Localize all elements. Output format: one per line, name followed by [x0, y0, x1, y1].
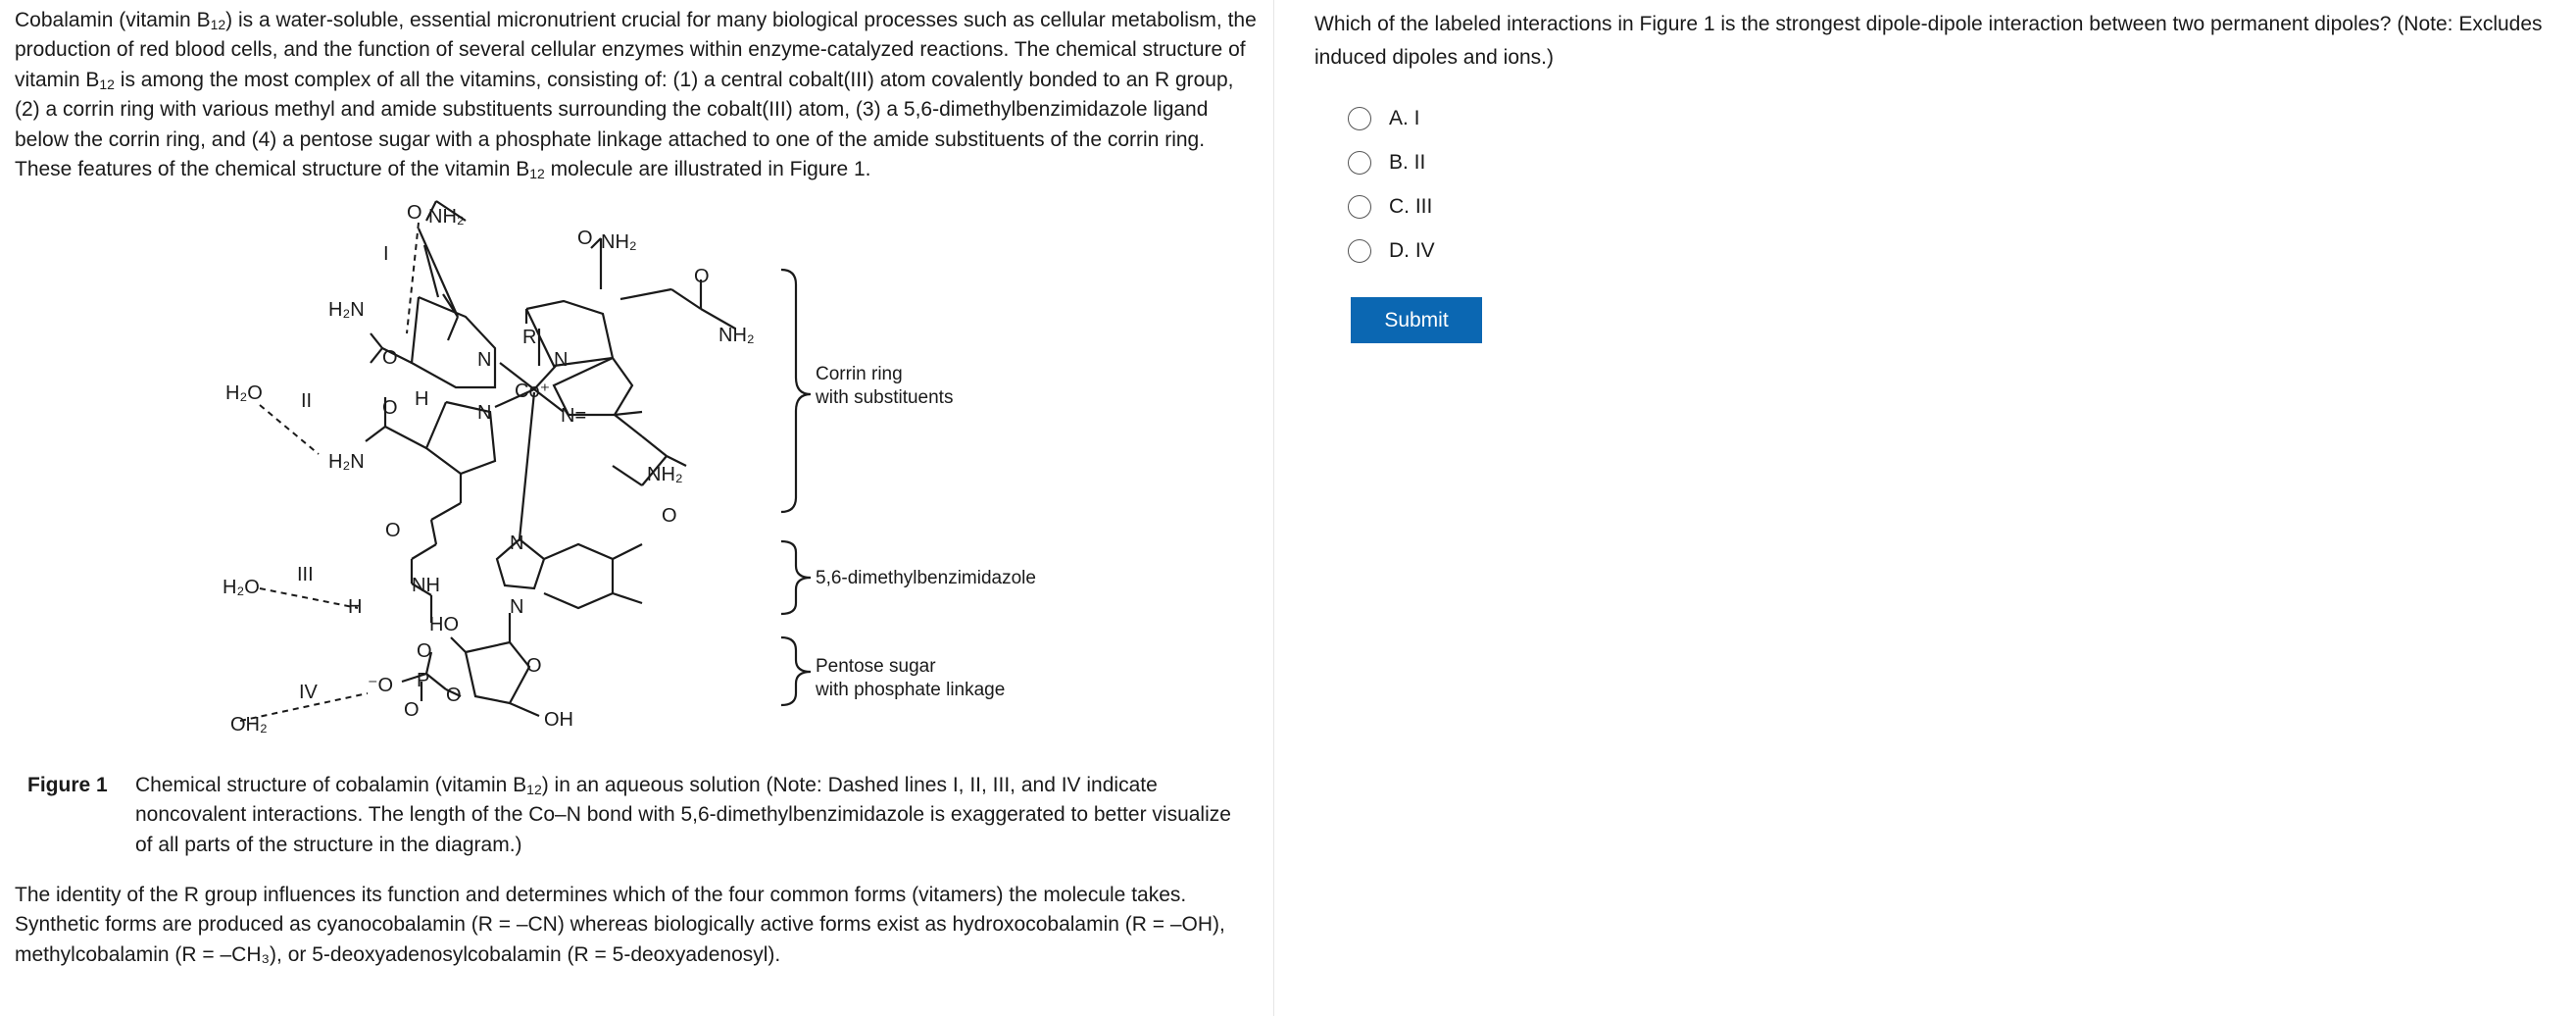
option-d-radio[interactable] — [1348, 239, 1371, 263]
figure-caption-label: Figure 1 — [27, 774, 108, 796]
passage-paragraph-2: The identity of the R group influences its function and determines which of the four common forms (vitamers) the molecule takes. Synthetic forms are produced as cyanocobalamin (R = –CN) whereas biologically active forms exist as hydroxocobalamin (R = –OH), methylcobalamin (R = –CH₃), or 5-deoxyadenosylcobalamin (R = 5-deoxyadenosyl). — [15, 884, 1225, 966]
atom-labels — [223, 202, 755, 736]
option-c-label: C. III — [1389, 194, 1433, 218]
brace-labels — [815, 364, 1036, 700]
svg-text:⁻O: ⁻O — [368, 675, 394, 696]
pentose-label-1: Pentose sugar — [816, 656, 936, 677]
svg-text:NH₂: NH₂ — [718, 325, 755, 346]
option-d[interactable] — [1348, 229, 1435, 273]
svg-text:H: H — [415, 388, 429, 410]
option-d-label: D. IV — [1389, 238, 1435, 262]
svg-text:OH: OH — [544, 709, 573, 731]
option-c[interactable] — [1348, 184, 1435, 229]
pentose-label-2: with phosphate linkage — [816, 680, 1006, 700]
passage-panel — [0, 0, 1274, 1016]
figure-caption-text: Chemical structure of cobalamin (vitamin $B_{12}$) in an aqueous solution (Note: Dashed lines I, II, III, and IV indicate noncovalent interactions. The length of the Co–N bond with 5,6-dimethylbenzimidazole is exaggerated to better visualize of all parts of the structure in the diagram.) — [135, 774, 1231, 856]
corrin-brace — [781, 270, 811, 512]
passage-intro — [15, 6, 1260, 184]
svg-text:O: O — [382, 347, 398, 369]
svg-text:OH₂: OH₂ — [230, 714, 268, 736]
answer-options — [1348, 96, 1435, 273]
svg-text:O: O — [662, 505, 677, 527]
svg-text:NH₂: NH₂ — [428, 206, 465, 228]
svg-text:NH₂: NH₂ — [601, 231, 637, 253]
interaction-label-i: I — [383, 243, 389, 265]
svg-text:NH₂: NH₂ — [647, 464, 683, 485]
svg-text:N: N — [554, 349, 569, 371]
svg-text:O: O — [385, 520, 401, 541]
svg-text:O: O — [694, 266, 710, 287]
question-text: Which of the labeled interactions in Figure 1 is the strongest dipole-dipole interaction between two permanent dipoles? (Note: Excludes induced dipoles and ions.) — [1314, 13, 2543, 69]
interaction-label-iv: IV — [299, 682, 318, 703]
submit-button[interactable]: Submit — [1351, 297, 1482, 343]
svg-text:N: N — [477, 349, 492, 371]
interaction-label-iii: III — [297, 564, 314, 585]
option-a-label: A. I — [1389, 106, 1420, 129]
dmb-label: 5,6-dimethylbenzimidazole — [816, 568, 1036, 588]
svg-text:O: O — [407, 202, 422, 224]
svg-text:O: O — [577, 228, 593, 249]
interaction-ii-line — [260, 405, 319, 454]
svg-text:P: P — [417, 670, 430, 691]
braces — [781, 270, 811, 705]
svg-text:O: O — [446, 685, 462, 706]
option-c-radio[interactable] — [1348, 195, 1371, 219]
bonds — [366, 201, 735, 716]
svg-text:H₂N: H₂N — [328, 299, 365, 321]
pentose-brace — [781, 637, 811, 705]
svg-text:H₂O: H₂O — [225, 382, 263, 404]
corrin-label-1: Corrin ring — [816, 364, 903, 384]
svg-text:HO: HO — [429, 614, 459, 635]
corrin-label-2: with substituents — [816, 387, 954, 408]
option-a[interactable] — [1348, 96, 1435, 140]
svg-text:H₂O: H₂O — [223, 577, 260, 598]
svg-text:O: O — [382, 397, 398, 419]
svg-text:NH: NH — [412, 575, 440, 596]
svg-text:H: H — [348, 596, 363, 618]
option-b-radio[interactable] — [1348, 151, 1371, 175]
svg-text:O: O — [404, 699, 420, 721]
svg-text:H₂N: H₂N — [328, 451, 365, 473]
svg-text:O: O — [526, 655, 542, 677]
option-a-radio[interactable] — [1348, 107, 1371, 130]
interaction-iii-line — [260, 588, 358, 608]
svg-text:O: O — [417, 640, 432, 662]
interaction-label-ii: II — [301, 390, 313, 412]
svg-text:R: R — [522, 327, 537, 348]
dmb-brace — [781, 541, 811, 614]
svg-text:N=: N= — [561, 405, 587, 427]
option-b-label: B. II — [1389, 150, 1426, 174]
cobalamin-structure-figure — [211, 191, 1073, 745]
svg-text:N: N — [477, 402, 492, 424]
question-panel — [1275, 0, 2576, 1016]
option-b[interactable] — [1348, 140, 1435, 184]
svg-text:Co⁺: Co⁺ — [515, 381, 551, 402]
figure-caption — [27, 771, 1233, 860]
svg-text:N: N — [510, 596, 524, 618]
passage-paragraph-1: Cobalamin (vitamin $B_{12}$) is a water-soluble, essential micronutrient crucial for many biological processes such as cellular metabolism, the production of red blood cells, and the function of several cellular enzymes within enzyme-catalyzed reactions. The chemical structure of vitamin $B_{12}$ is among the most complex of all the vitamins, consisting of: (1) a central cobalt(III) atom covalently bonded to an R group, (2) a corrin ring with various methyl and amide substituents surrounding the cobalt(III) atom, (3) a 5,6-dimethylbenzimidazole ligand below the corrin ring, and (4) a pentose sugar with a phosphate linkage attached to one of the amide substituents of the corrin ring. These features of the chemical structure of the vitamin $B_{12}$ molecule are illustrated in Figure 1. — [15, 9, 1257, 182]
svg-text:N: N — [510, 533, 524, 554]
